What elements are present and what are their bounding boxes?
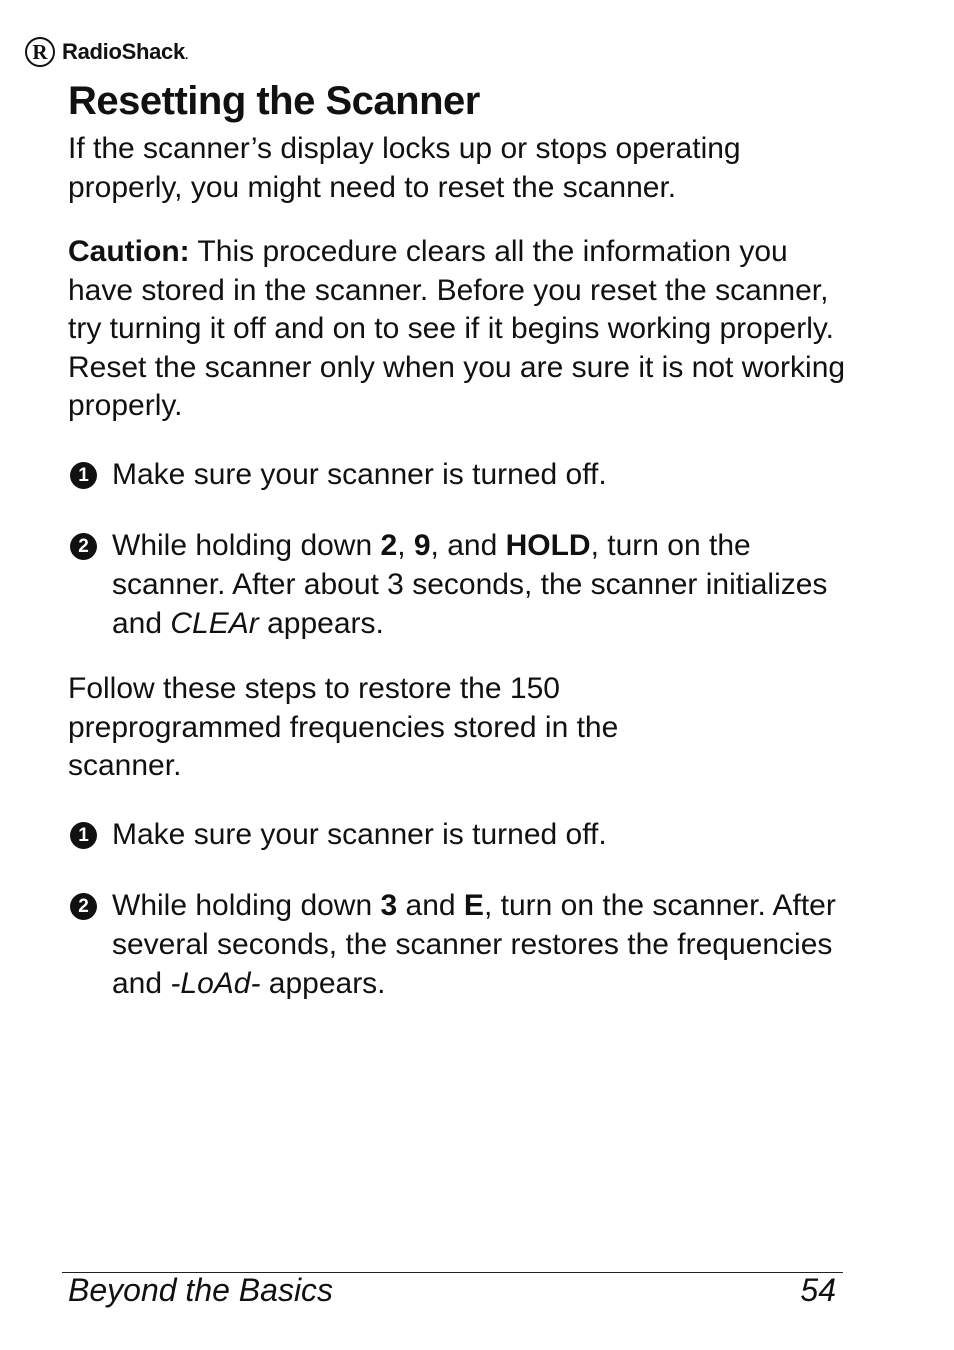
display-clear: CLEAr xyxy=(170,607,259,640)
page-footer xyxy=(68,1270,836,1310)
text-run: and xyxy=(397,889,464,922)
brand-name xyxy=(62,39,188,65)
key-hold: HOLD xyxy=(505,529,591,562)
text-run: While holding down xyxy=(112,529,381,562)
text-run: , and xyxy=(430,529,506,562)
intro-paragraph: If the scanner’s display locks up or stops operating properly, you might need to reset the scanner. xyxy=(68,132,741,204)
reset-step-1 xyxy=(70,455,860,494)
caution-paragraph xyxy=(68,233,858,426)
page-number: 54 xyxy=(800,1272,836,1308)
footer-section-title: Beyond the Basics xyxy=(68,1272,334,1308)
restore-step-1 xyxy=(70,815,860,854)
reset-step-2 xyxy=(70,526,860,643)
restore-step-2-text xyxy=(112,886,860,1003)
key-3: 3 xyxy=(380,889,398,922)
brand-text: RadioShack xyxy=(62,39,185,64)
restore-step-1-text: Make sure your scanner is turned off. xyxy=(112,818,607,851)
caution-label: Caution: xyxy=(68,235,190,268)
brand-dot: . xyxy=(184,48,188,62)
text-run: , xyxy=(397,529,414,562)
restore-intro-paragraph: Follow these steps to restore the 150 preprogrammed frequencies stored in the scanner. xyxy=(68,672,619,782)
text-run: , turn on the scanner. After several seconds, the scanner restores the frequencies and xyxy=(112,889,836,1000)
registered-r-icon: R xyxy=(25,37,55,67)
step-number-1-icon: 1 xyxy=(70,462,97,489)
restore-step-2 xyxy=(70,886,860,1003)
key-2: 2 xyxy=(380,529,398,562)
key-e: E xyxy=(463,889,484,922)
text-run: , turn on the scanner. After about 3 seconds, the scanner initializes and xyxy=(112,529,828,640)
page-title: Resetting the Scanner xyxy=(68,79,480,123)
reset-step-1-text: Make sure your scanner is turned off. xyxy=(112,458,607,491)
key-9: 9 xyxy=(413,529,431,562)
step-number-2-icon: 2 xyxy=(70,533,97,560)
reset-step-2-text xyxy=(112,526,860,643)
text-run: While holding down xyxy=(112,889,381,922)
display-load: -LoAd- xyxy=(170,967,261,1000)
caution-text: This procedure clears all the information you have stored in the scanner. Before you reset the scanner, try turning it off and on to see if it begins working properly. Reset the scanner only when you are sure it is not working properly. xyxy=(68,235,846,422)
radioshack-logo xyxy=(25,37,188,67)
text-run: appears. xyxy=(258,607,384,640)
text-run: appears. xyxy=(260,967,386,1000)
step-number-1-icon: 1 xyxy=(70,822,97,849)
step-number-2-icon: 2 xyxy=(70,893,97,920)
